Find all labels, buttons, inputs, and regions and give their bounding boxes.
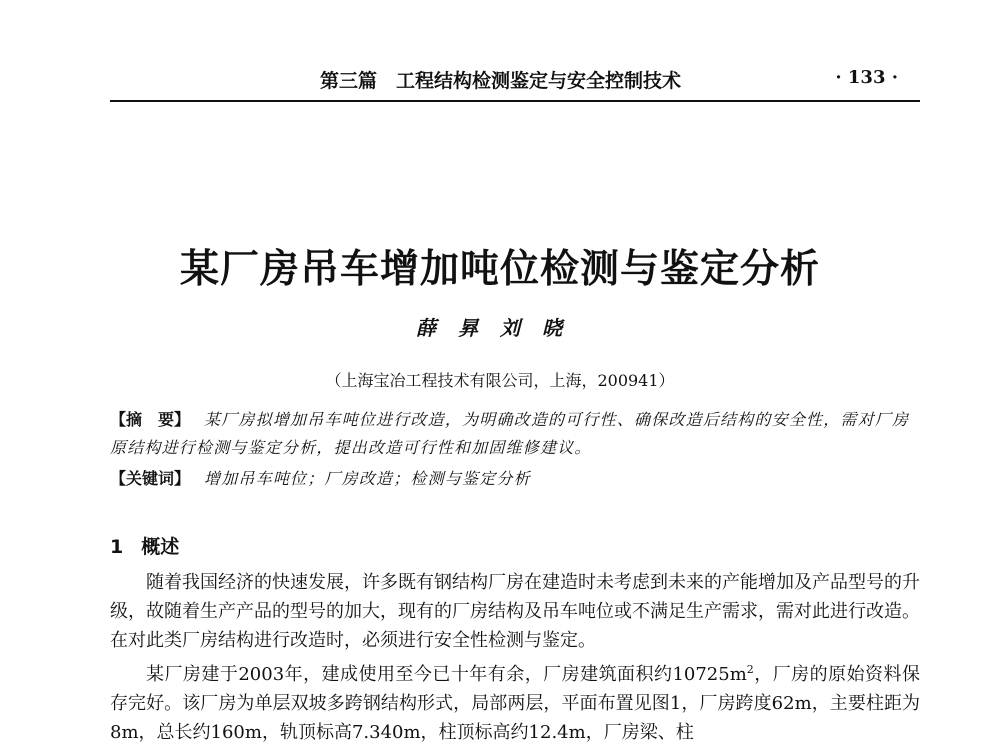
superscript: 2 <box>746 663 754 676</box>
keywords-text: 增加吊车吨位；厂房改造；检测与鉴定分析 <box>204 469 531 488</box>
abstract-label: 【摘 要】 <box>110 410 191 429</box>
article-affiliation: （上海宝冶工程技术有限公司，上海，200941） <box>325 371 675 390</box>
header-rule <box>110 100 920 102</box>
keywords-label: 【关键词】 <box>110 469 191 488</box>
paragraph-text: ，厂房的原始资料保存完好。该厂房为单层双坡多跨钢结构形式，局部两层，平面布置见图1，厂房跨度62m，主要柱距为8m，总长约160m，轨顶标高7.340m，柱顶标高约12.4m，厂房梁、柱 <box>110 664 920 743</box>
header-page-number: · 133 · <box>835 67 898 88</box>
header-section-title: 第三篇 工程结构检测鉴定与安全控制技术 <box>320 70 682 92</box>
abstract <box>110 406 920 462</box>
paragraph <box>110 655 920 747</box>
paragraph: 随着我国经济的快速发展，许多既有钢结构厂房在建造时未考虑到未来的产能增加及产品型号的升级，故随着生产产品的型号的加大，现有的厂房结构及吊车吨位或不满足生产需求，需对此进行改造。在对此类厂房结构进行改造时，必须进行安全性检测与鉴定。 <box>110 572 920 651</box>
section-title: 概述 <box>141 536 180 558</box>
article-title: 某厂房吊车增加吨位检测与鉴定分析 <box>179 246 820 292</box>
running-header <box>110 66 920 92</box>
article-authors: 薛昪刘晓 <box>416 316 584 340</box>
section-number: 1 <box>110 536 124 558</box>
paragraph-text: 某厂房建于2003年，建成使用至今已十年有余，厂房建筑面积约10725m <box>146 664 747 685</box>
abstract-text: 某厂房拟增加吊车吨位进行改造，为明确改造的可行性、确保改造后结构的安全性，需对厂房原结构进行检测与鉴定分析，提出改造可行性和加固维修建议。 <box>110 410 910 457</box>
section-heading <box>110 532 179 559</box>
keywords <box>110 465 920 493</box>
body-text <box>110 568 920 747</box>
